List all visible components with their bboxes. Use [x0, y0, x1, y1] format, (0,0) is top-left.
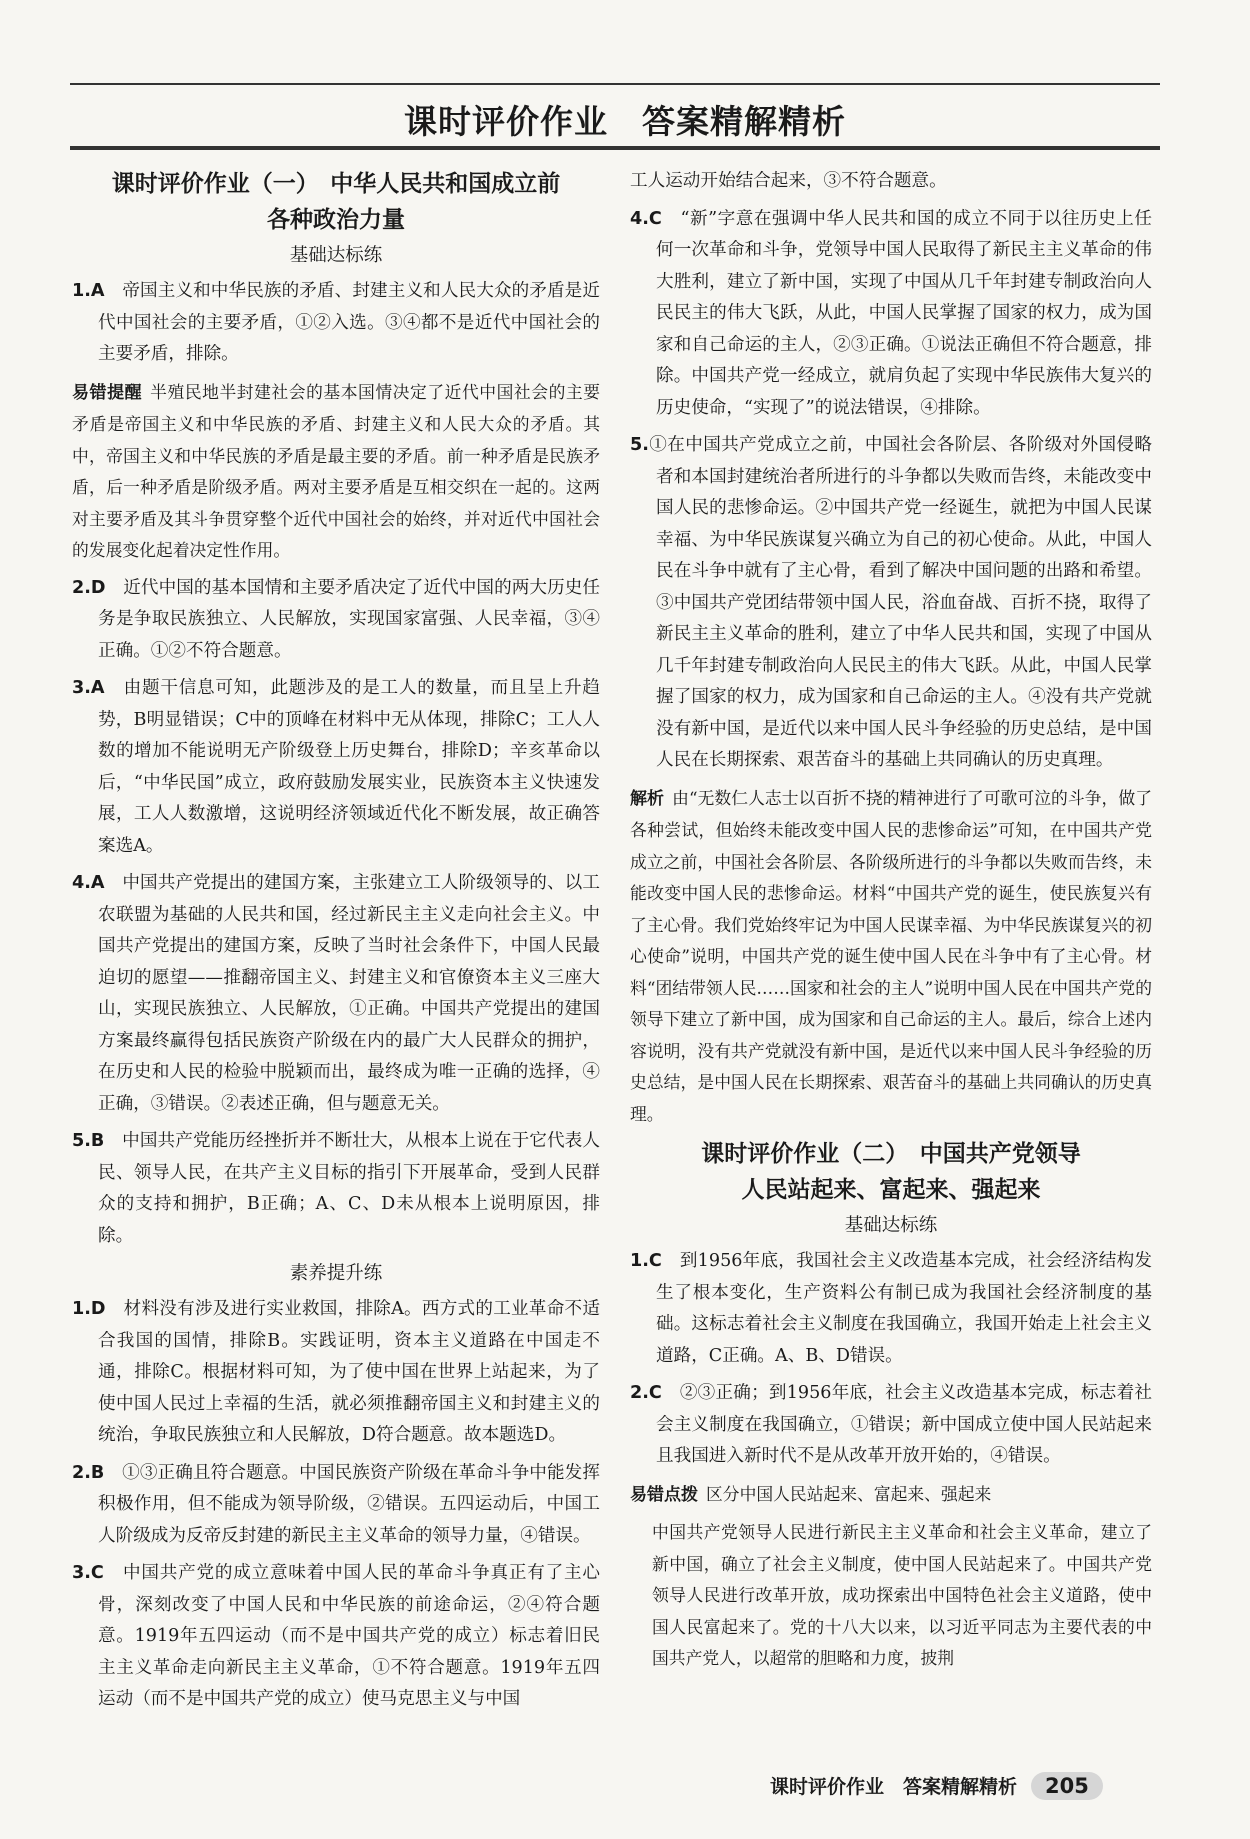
answer-text: 中国共产党能历经挫折并不断壮大，从根本上说在于它代表人民、领导人民，在共产主义目标的指引下开展革命，受到人民群众的支持和拥护，B正确；A、C、D未从根本上说明原因，排除。: [98, 1131, 600, 1246]
analysis: [630, 783, 1152, 1131]
answer-text: 中国共产党的成立意味着中国人民的革命斗争真正有了主心骨，深刻改变了中国人民和中华民族的前途命运，②④符合题意。1919年五四运动（而不是中国共产党的成立）标志着旧民主主义革命走向新民主主义革命，①不符合题意。1919年五四运动（而不是中国共产党的成立）使马克思主义与中国: [98, 1563, 600, 1709]
answer-item: [630, 204, 1152, 425]
right-column: [630, 166, 1152, 1675]
answer-item: [72, 276, 600, 371]
left-column: [72, 166, 600, 1722]
answer-item: [72, 1558, 600, 1716]
page-footer: [770, 1772, 1103, 1800]
answer-number: 5.: [630, 435, 649, 455]
subsection-basic-2: 基础达标练: [844, 1215, 938, 1236]
answer-item: [72, 1294, 600, 1452]
answer-text: 材料没有涉及进行实业救国，排除A。西方式的工业革命不适合我国的国情，排除B。实践证明，资本主义道路在中国走不通，排除C。根据材料可知，为了使中国在世界上站起来，为了使中国人民过上幸福的生活，就必须推翻帝国主义和封建主义的统治，争取民族独立和人民解放，D符合题意。故本题选D。: [98, 1299, 600, 1445]
answer-text: ②③正确；到1956年底，社会主义改造基本完成，标志着社会主义制度在我国确立，①错误；新中国成立使中国人民站起来且我国进入新时代不是从改革开放开始的，④错误。: [656, 1383, 1152, 1466]
answer-text: ①在中国共产党成立之前，中国社会各阶层、各阶级对外国侵略者和本国封建统治者所进行的斗争都以失败而告终，未能改变中国人民的悲惨命运。②中国共产党一经诞生，就把为中国人民谋幸福、为中华民族谋复兴确立为自己的初心使命。从此，中国人民在斗争中就有了主心骨，看到了解决中国问题的出路和希望。③中国共产党团结带领中国人民，浴血奋战、百折不挠，取得了新民主主义革命的胜利，建立了中华人民共和国，实现了中国从几千年封建专制政治向人民民主的伟大飞跃。从此，中国人民掌握了国家的权力，成为国家和自己命运的主人。④没有共产党就没有新中国，是近代以来中国人民斗争经验的历史总结，是中国人民在长期探索、艰苦奋斗的基础上共同确认的历史真理。: [648, 435, 1152, 770]
answer-text: 近代中国的基本国情和主要矛盾决定了近代中国的两大历史任务是争取民族独立、人民解放，实现国家富强、人民幸福，③④正确。①②不符合题意。: [98, 577, 600, 661]
answer-text: 到1956年底，我国社会主义改造基本完成，社会经济结构发生了根本变化，生产资料公有制已成为我国社会经济制度的基础。这标志着社会主义制度在我国确立，我国开始走上社会主义道路，C正确。A、B、D错误。: [656, 1251, 1152, 1366]
header-top-rule: [70, 83, 1160, 85]
answer-number: 1.D: [72, 1299, 106, 1319]
answer-number: 3.C: [72, 1563, 104, 1583]
answer-text: “新”字意在强调中华人民共和国的成立不同于以往历史上任何一次革命和斗争，党领导中国人民取得了新民主主义革命的伟大胜利，建立了新中国，实现了中国从几千年封建专制政治向人民民主的伟大飞跃，从此，中国人民掌握了国家的权力，成为国家和自己命运的主人，②③正确。①说法正确但不符合题意，排除。中国共产党一经成立，就肩负起了实现中华民族伟大复兴的历史使命，“实现了”的说法错误，④排除。: [656, 208, 1152, 418]
answer-text: ①③正确且符合题意。中国民族资产阶级在革命斗争中能发挥积极作用，但不能成为领导阶级，②错误。五四运动后，中国工人阶级成为反帝反封建的新民主主义革命的领导力量，④错误。: [98, 1462, 600, 1546]
error-tip: [72, 377, 600, 567]
answer-text: 由题干信息可知，此题涉及的是工人的数量，而且呈上升趋势，B明显错误；C中的顶峰在材料中无从体现，排除C；工人人数的增加不能说明无产阶级登上历史舞台，排除D；辛亥革命以后，“中华民国”成立，政府鼓励发展实业，民族资本主义快速发展，工人人数激增，这说明经济领域近代化不断发展，故正确答案选A。: [98, 678, 600, 856]
subsection-advanced: 素养提升练: [289, 1263, 383, 1284]
answer-item: [72, 868, 600, 1120]
error-pointer-text: 区分中国人民站起来、富起来、强起来: [706, 1483, 992, 1504]
section1-title-line2: 各种政治力量: [267, 207, 405, 233]
analysis-text: 由“无数仁人志士以百折不挠的精神进行了可歌可泣的斗争，做了各种尝试，但始终未能改变中国人民的悲惨命运”可知，在中国共产党成立之前，中国社会各阶层、各阶级所进行的斗争都以失败而告终，未能改变中国人民的悲惨命运。材料“中国共产党的诞生，使民族复兴有了主心骨。我们党始终牢记为中国人民谋幸福、为中华民族谋复兴的初心使命”说明，中国共产党的诞生使中国人民在斗争中有了主心骨。材料“团结带领人民……国家和社会的主人”说明中国人民在中国共产党的领导下建立了新中国，成为国家和自己命运的主人。最后，综合上述内容说明，没有共产党就没有新中国，是近代以来中国人民斗争经验的历史总结，是中国人民在长期探索、艰苦奋斗的基础上共同确认的历史真理。: [630, 787, 1152, 1124]
section2-title-line2: 人民站起来、富起来、强起来: [741, 1177, 1041, 1203]
answer-item: [630, 430, 1152, 777]
error-tip-label: 易错提醒: [72, 382, 143, 403]
error-pointer: [630, 1479, 1152, 1512]
answer-item: [630, 1378, 1152, 1473]
answer-item: [72, 673, 600, 862]
answer-text: 帝国主义和中华民族的矛盾、封建主义和人民大众的矛盾是近代中国社会的主要矛盾，①②入选。③④都不是近代中国社会的主要矛盾，排除。: [98, 281, 600, 364]
answer-item: [72, 573, 600, 668]
section2-title-line1: 课时评价作业（二） 中国共产党领导: [701, 1141, 1081, 1167]
page-title: 课时评价作业 答案精解精析: [404, 102, 846, 141]
answer-number: 4.A: [72, 873, 105, 893]
error-pointer-body: 中国共产党领导人民进行新民主主义革命和社会主义革命，建立了新中国，确立了社会主义制度，使中国人民站起来了。中国共产党领导人民进行改革开放，成功探索出中国特色社会主义道路，使中国人民富起来了。党的十八大以来，以习近平同志为主要代表的中国共产党人，以超常的胆略和力度，披荆: [652, 1522, 1152, 1668]
answer-number: 2.B: [72, 1462, 105, 1483]
answer-continuation: 工人运动开始结合起来，③不符合题意。: [630, 171, 947, 191]
error-tip-text: 半殖民地半封建社会的基本国情决定了近代中国社会的主要矛盾是帝国主义和中华民族的矛盾、封建主义和人民大众的矛盾。其中，帝国主义和中华民族的矛盾是最主要的矛盾。前一种矛盾是民族矛盾，后一种矛盾是阶级矛盾。两对主要矛盾是互相交织在一起的。这两对主要矛盾及其斗争贯穿整个近代中国社会的始终，并对近代中国社会的发展变化起着决定性作用。: [72, 381, 600, 560]
answer-number: 1.C: [630, 1251, 662, 1271]
subsection-basic: 基础达标练: [289, 245, 383, 266]
answer-item: [630, 1246, 1152, 1372]
answer-number: 2.D: [72, 577, 106, 598]
answer-number: 4.C: [630, 208, 662, 229]
answer-number: 5.B: [72, 1131, 105, 1151]
page-number: 205: [1031, 1772, 1103, 1800]
answer-item: [72, 1126, 600, 1252]
answer-text: 中国共产党提出的建国方案，主张建立工人阶级领导的、以工农联盟为基础的人民共和国，经过新民主主义走向社会主义。中国共产党提出的建国方案，反映了当时社会条件下，中国人民最迫切的愿望——推翻帝国主义、封建主义和官僚资本主义三座大山，实现民族独立、人民解放，①正确。中国共产党提出的建国方案最终赢得包括民族资产阶级在内的最广大人民群众的拥护，在历史和人民的检验中脱颖而出，最终成为唯一正确的选择，④正确，③错误。②表述正确，但与题意无关。: [98, 873, 600, 1114]
analysis-label: 解析: [630, 788, 665, 809]
section1-title-line1: 课时评价作业（一） 中华人民共和国成立前: [111, 171, 561, 197]
answer-number: 1.A: [72, 281, 105, 301]
answer-item: [72, 1458, 600, 1553]
footer-title: 课时评价作业 答案精解精析: [770, 1776, 1018, 1798]
error-pointer-label: 易错点拨: [630, 1484, 698, 1505]
header-bottom-rule: [70, 146, 1160, 150]
answer-number: 2.C: [630, 1383, 662, 1403]
answer-number: 3.A: [72, 678, 105, 698]
